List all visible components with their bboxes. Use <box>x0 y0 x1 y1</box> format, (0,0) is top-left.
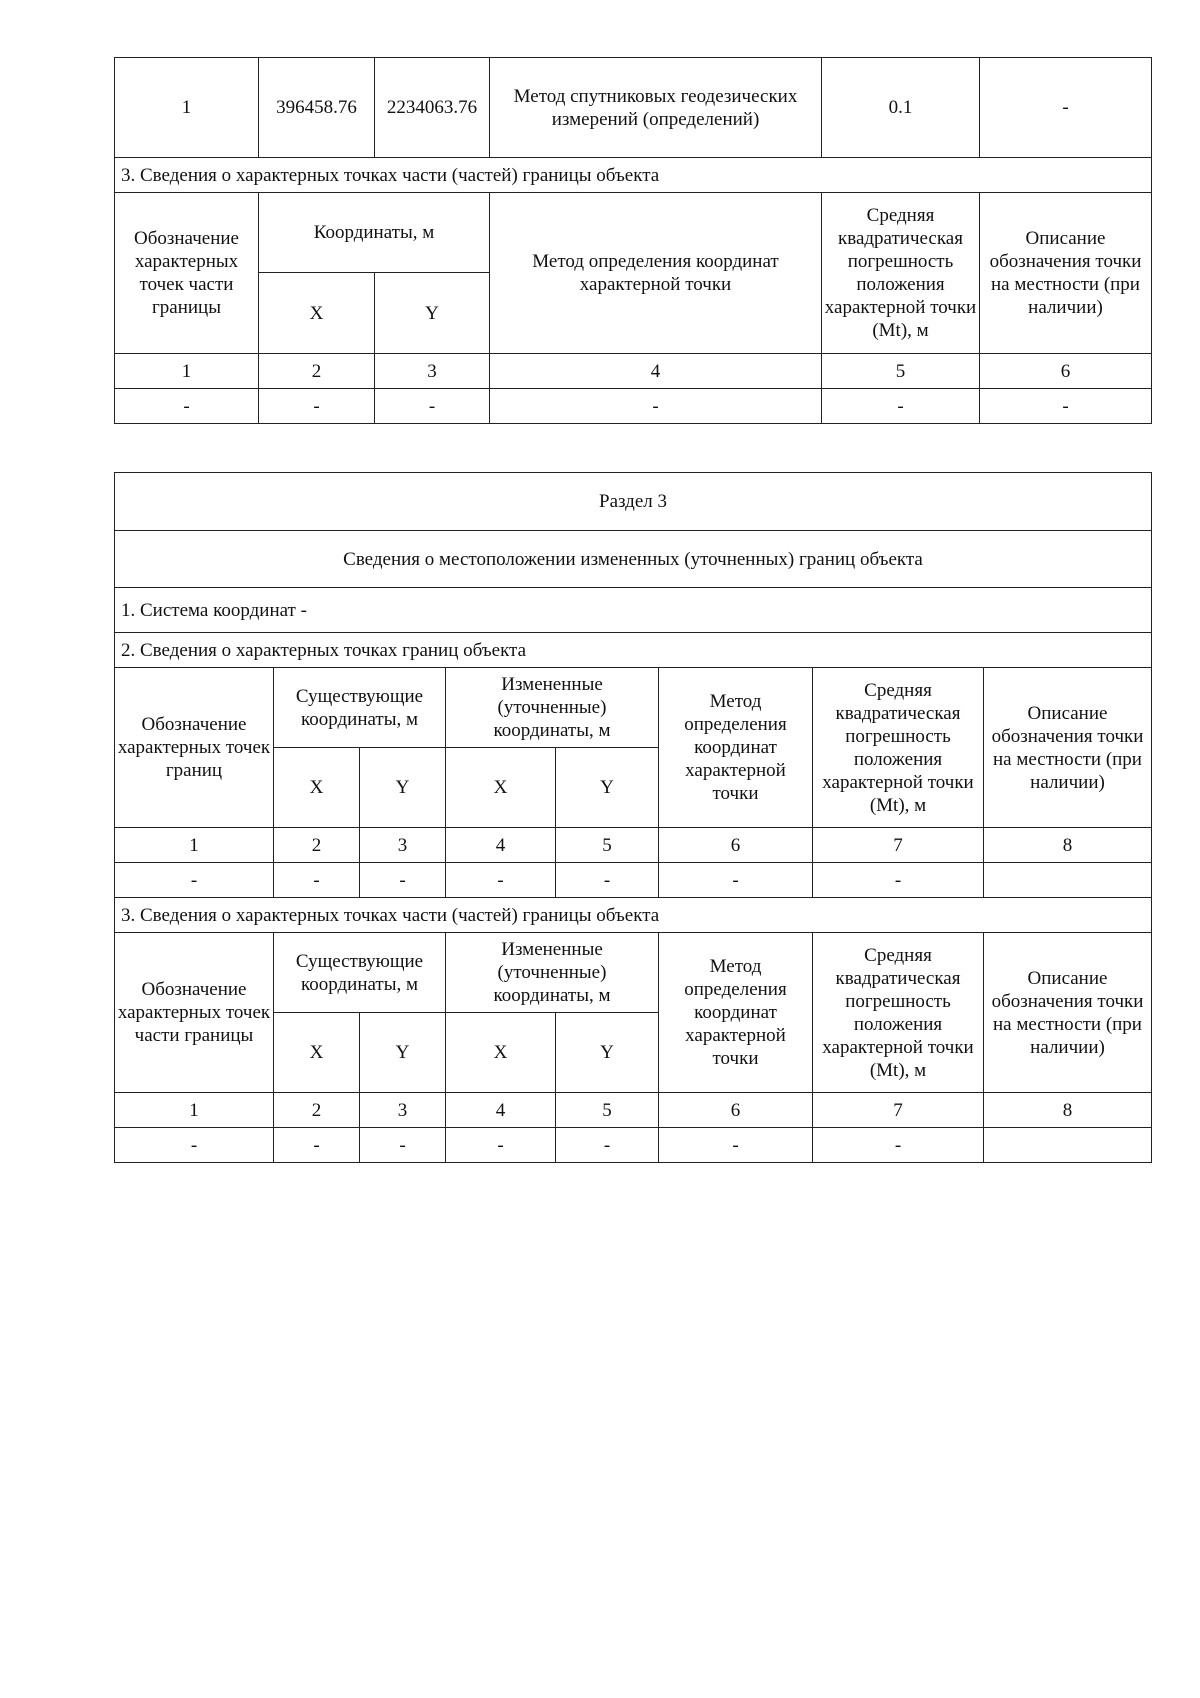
part-2-title: 2. Сведения о характерных точках границ объекта <box>115 633 1152 668</box>
cell: - <box>375 389 490 424</box>
cell: - <box>115 1128 274 1163</box>
header-x: X <box>446 1013 556 1093</box>
header-y: Y <box>556 1013 659 1093</box>
cell: - <box>556 863 659 898</box>
column-number: 8 <box>984 1093 1152 1128</box>
header-existing-coords: Существующие координаты, м <box>274 668 446 748</box>
header-description: Описание обозначения точки на местности (при наличии) <box>980 193 1152 354</box>
description-cell: - <box>980 58 1152 158</box>
cell: - <box>813 1128 984 1163</box>
column-number: 3 <box>360 1093 446 1128</box>
column-numbers-row <box>115 354 1152 389</box>
table-row <box>115 58 1152 158</box>
header-x: X <box>446 748 556 828</box>
section-label: Раздел 3 <box>115 473 1152 531</box>
header-point: Обозначение характерных точек части границы <box>115 193 259 354</box>
header-y: Y <box>360 1013 446 1093</box>
header-x: X <box>259 273 375 354</box>
header-method: Метод определения координат характерной точки <box>659 933 813 1093</box>
table-row <box>115 389 1152 424</box>
cell: - <box>813 863 984 898</box>
column-number: 1 <box>115 1093 274 1128</box>
point-cell: 1 <box>115 58 259 158</box>
column-numbers-row <box>115 1093 1152 1128</box>
cell: - <box>360 863 446 898</box>
cell: - <box>446 1128 556 1163</box>
column-number: 2 <box>274 1093 360 1128</box>
y-coordinate-cell: 2234063.76 <box>375 58 490 158</box>
cell: - <box>274 863 360 898</box>
header-x: X <box>274 1013 360 1093</box>
cell <box>984 1128 1152 1163</box>
section-title: 3. Сведения о характерных точках части (частей) границы объекта <box>115 158 1152 193</box>
column-number: 7 <box>813 1093 984 1128</box>
cell: - <box>446 863 556 898</box>
cell: - <box>115 863 274 898</box>
cell: - <box>822 389 980 424</box>
header-existing-coords: Существующие координаты, м <box>274 933 446 1013</box>
header-coords: Координаты, м <box>259 193 490 273</box>
cell: - <box>980 389 1152 424</box>
header-y: Y <box>360 748 446 828</box>
header-x: X <box>274 748 360 828</box>
header-changed-coords: Измененные (уточненные) координаты, м <box>446 668 659 748</box>
column-number: 2 <box>274 828 360 863</box>
column-number: 5 <box>556 828 659 863</box>
column-number: 8 <box>984 828 1152 863</box>
column-number: 7 <box>813 828 984 863</box>
cell: - <box>259 389 375 424</box>
header-changed-coords: Измененные (уточненные) координаты, м <box>446 933 659 1013</box>
section-3-table <box>114 472 1152 1163</box>
column-number: 6 <box>659 828 813 863</box>
cell <box>984 863 1152 898</box>
cell: - <box>556 1128 659 1163</box>
column-number: 5 <box>822 354 980 389</box>
header-point: Обозначение характерных точек границ <box>115 668 274 828</box>
header-error: Средняя квадратическая погрешность положения характерной точки (Mt), м <box>813 668 984 828</box>
column-number: 1 <box>115 354 259 389</box>
header-y: Y <box>375 273 490 354</box>
header-method: Метод определения координат характерной точки <box>490 193 822 354</box>
method-cell: Метод спутниковых геодезических измерений (определений) <box>490 58 822 158</box>
section-subtitle: Сведения о местоположении измененных (уточненных) границ объекта <box>115 531 1152 588</box>
header-y: Y <box>556 748 659 828</box>
column-number: 3 <box>360 828 446 863</box>
x-coordinate-cell: 396458.76 <box>259 58 375 158</box>
header-error: Средняя квадратическая погрешность положения характерной точки (Mt), м <box>822 193 980 354</box>
table-row <box>115 863 1152 898</box>
header-point: Обозначение характерных точек части границы <box>115 933 274 1093</box>
cell: - <box>659 1128 813 1163</box>
cell: - <box>659 863 813 898</box>
coordinate-system: 1. Система координат - <box>115 588 1152 633</box>
column-number: 3 <box>375 354 490 389</box>
table-row <box>115 1128 1152 1163</box>
column-number: 2 <box>259 354 375 389</box>
header-description: Описание обозначения точки на местности (при наличии) <box>984 668 1152 828</box>
column-number: 1 <box>115 828 274 863</box>
column-numbers-row <box>115 828 1152 863</box>
column-number: 5 <box>556 1093 659 1128</box>
column-number: 6 <box>659 1093 813 1128</box>
cell: - <box>115 389 259 424</box>
header-description: Описание обозначения точки на местности (при наличии) <box>984 933 1152 1093</box>
header-method: Метод определения координат характерной точки <box>659 668 813 828</box>
column-number: 6 <box>980 354 1152 389</box>
boundary-points-table-continuation <box>114 57 1152 424</box>
cell: - <box>360 1128 446 1163</box>
header-error: Средняя квадратическая погрешность положения характерной точки (Mt), м <box>813 933 984 1093</box>
column-number: 4 <box>490 354 822 389</box>
column-number: 4 <box>446 1093 556 1128</box>
cell: - <box>490 389 822 424</box>
column-number: 4 <box>446 828 556 863</box>
cell: - <box>274 1128 360 1163</box>
error-cell: 0.1 <box>822 58 980 158</box>
part-3-title: 3. Сведения о характерных точках части (частей) границы объекта <box>115 898 1152 933</box>
